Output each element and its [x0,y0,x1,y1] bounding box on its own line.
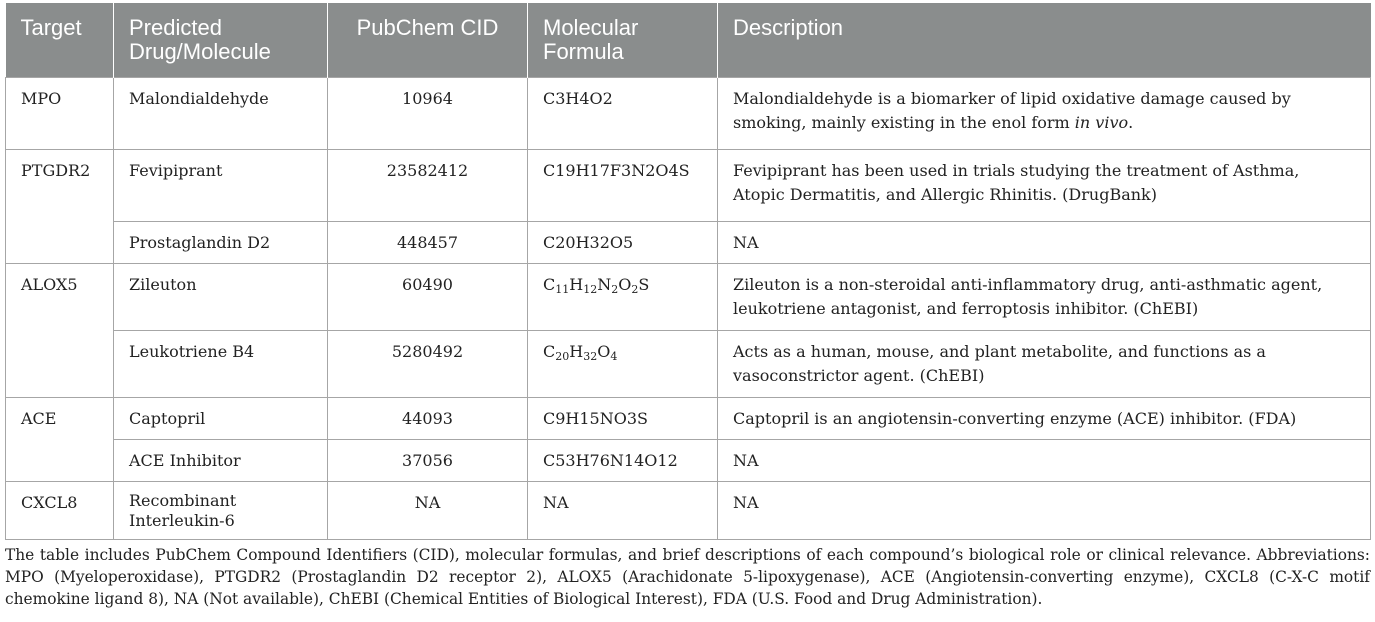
drug-cell: Recombinant Interleukin-6 [114,482,328,540]
formula-cell: NA [528,482,718,540]
formula-cell: C53H76N14O12 [528,440,718,482]
table-row [6,331,1371,398]
description-cell: NA [718,482,1371,540]
description-cell [718,78,1371,150]
table-row [6,440,1371,482]
description-cell: NA [718,440,1371,482]
description-cell: Captopril is an angiotensin-converting enzyme (ACE) inhibitor. (FDA) [718,398,1371,440]
header-cid: PubChem CID [328,3,528,78]
drug-cell: Zileuton [114,264,328,331]
cid-cell: 23582412 [328,150,528,222]
table-row [6,222,1371,264]
table-row [6,398,1371,440]
compound-table [5,3,1371,540]
table-header [6,3,1371,78]
table-row [6,482,1371,540]
description-cell: NA [718,222,1371,264]
table-row [6,78,1371,150]
description-text: Malondialdehyde is a biomarker of lipid oxidative damage caused by smoking, mainly existing in the enol form [733,89,1291,132]
drug-cell: Captopril [114,398,328,440]
table-row [6,264,1371,331]
description-cell: Acts as a human, mouse, and plant metabolite, and functions as a vasoconstrictor agent. (ChEBI) [718,331,1371,398]
drug-cell: Fevipiprant [114,150,328,222]
cid-cell: 60490 [328,264,528,331]
drug-cell: ACE Inhibitor [114,440,328,482]
cid-cell: 5280492 [328,331,528,398]
description-cell: Fevipiprant has been used in trials studying the treatment of Asthma, Atopic Dermatitis, and Allergic Rhinitis. (DrugBank) [718,150,1371,222]
formula-cell: C9H15NO3S [528,398,718,440]
cid-cell: 10964 [328,78,528,150]
target-cell: ALOX5 [6,264,114,398]
description-end: . [1128,113,1134,132]
description-cell: Zileuton is a non-steroidal anti-inflammatory drug, anti-asthmatic agent, leukotriene antagonist, and ferroptosis inhibitor. (ChEBI) [718,264,1371,331]
target-cell: ACE [6,398,114,482]
cid-cell: 37056 [328,440,528,482]
cid-cell: 448457 [328,222,528,264]
target-cell: PTGDR2 [6,150,114,264]
formula-cell: $C_{11}H_{12}N_2O_2S$ [528,264,718,331]
header-row [6,3,1371,78]
formula-cell: C19H17F3N2O4S [528,150,718,222]
drug-cell: Malondialdehyde [114,78,328,150]
table-body [6,78,1371,540]
header-drug: Predicted Drug/Molecule [114,3,328,78]
formula-cell: C3H4O2 [528,78,718,150]
formula-cell: C20H32O5 [528,222,718,264]
header-target: Target [6,3,114,78]
drug-cell: Prostaglandin D2 [114,222,328,264]
target-cell: MPO [6,78,114,150]
drug-cell: Leukotriene B4 [114,331,328,398]
header-formula: Molecular Formula [528,3,718,78]
target-cell: CXCL8 [6,482,114,540]
table-row [6,150,1371,222]
formula-cell: $C_{20}H_{32}O_4$ [528,331,718,398]
cid-cell: NA [328,482,528,540]
description-italic: in vivo [1074,113,1129,132]
cid-cell: 44093 [328,398,528,440]
table-footnote: The table includes PubChem Compound Identifiers (CID), molecular formulas, and brief descriptions of each compound’s biological role or clinical relevance. Abbreviations: MPO (Myeloperoxidase), PTGDR2 (Prostaglandin D2 receptor 2), ALOX5 (Arachidonate 5-lipoxygenase), ACE (Angiotensin-converting enzyme), CXCL8 (C-X-C motif chemokine ligand 8), NA (Not available), ChEBI (Chemical Entities of Biological Interest), FDA (U.S. Food and Drug Administration). [5,546,1370,608]
header-description: Description [718,3,1371,78]
